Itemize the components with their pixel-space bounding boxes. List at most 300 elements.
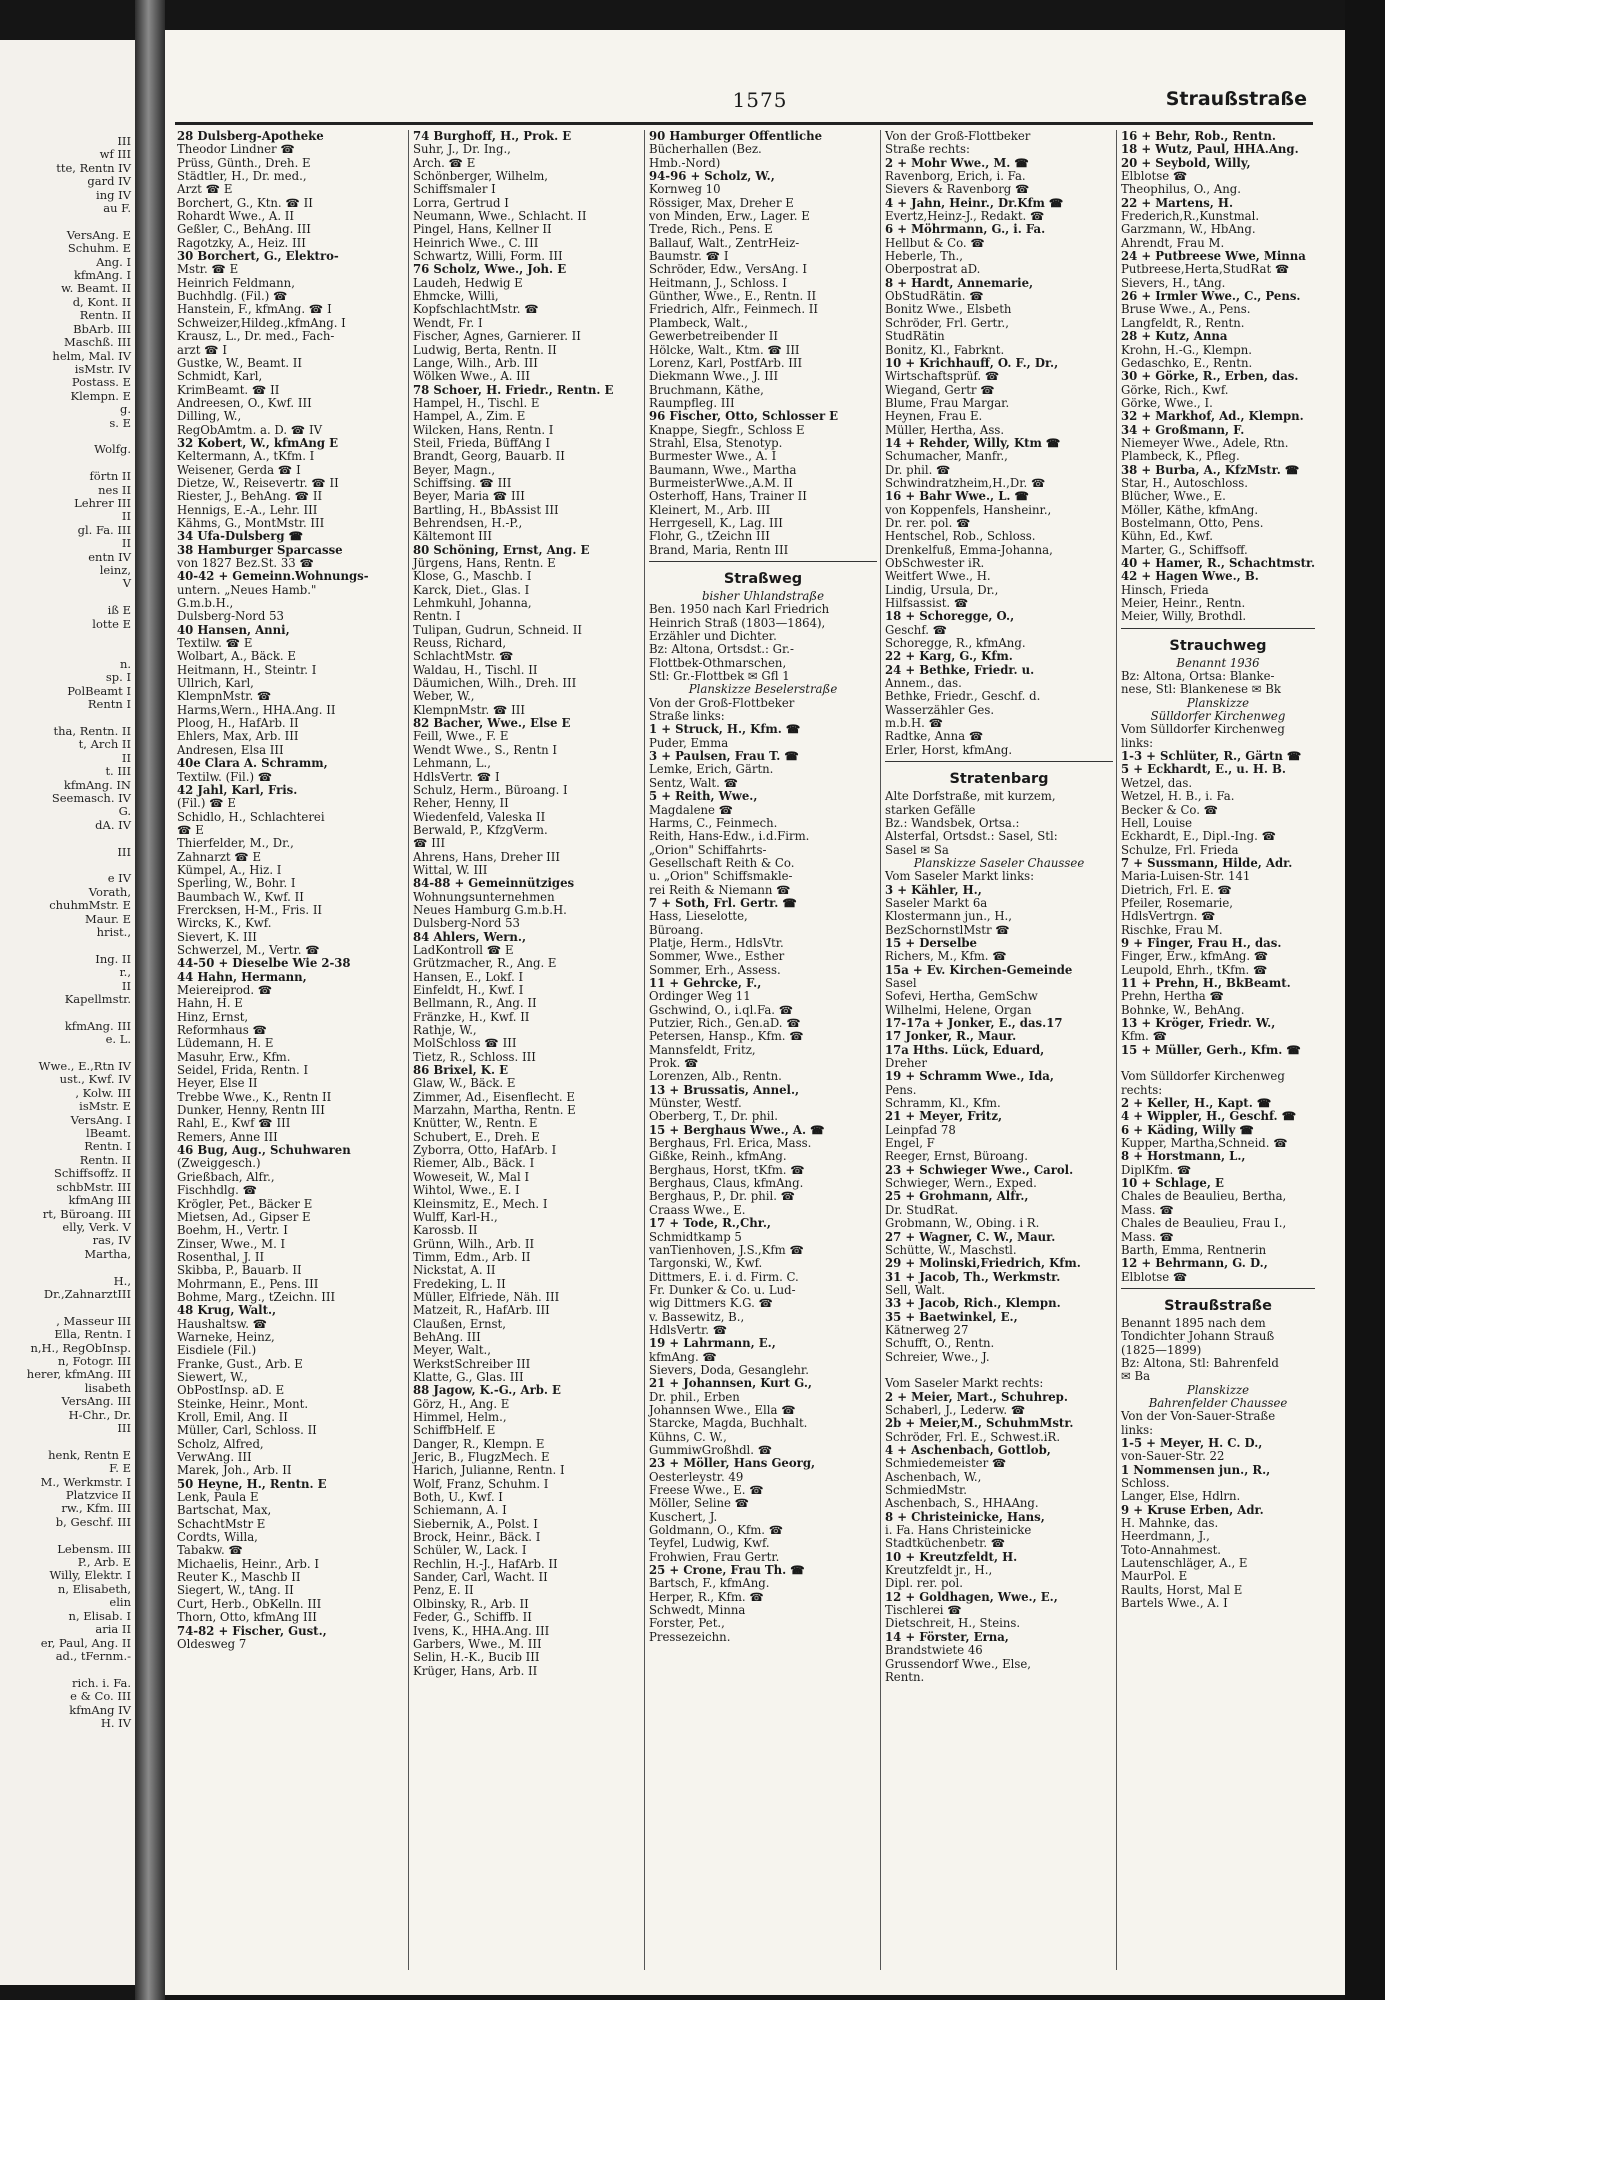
directory-entry: Dietschreit, H., Steins. — [885, 1616, 1021, 1631]
directory-entry: von-Sauer-Str. 22 — [1121, 1449, 1225, 1464]
previous-page-line: Postass. E — [71, 375, 131, 390]
column-divider — [644, 130, 645, 1970]
directory-entry: Kleinert, M., Arb. III — [649, 502, 771, 517]
directory-entry: Ivens, K., HHA.Ang. III — [413, 1623, 550, 1638]
directory-entry: Reher, Henny, II — [413, 796, 509, 811]
previous-page-line: rw., Kfm. III — [61, 1501, 131, 1516]
directory-entry: HdlsVertr. ☎ I — [413, 769, 500, 784]
previous-page-line: H. IV — [100, 1715, 131, 1730]
directory-entry: Grünn, Wilh., Arb. II — [413, 1236, 535, 1251]
directory-entry: Erzähler und Dichter. — [649, 629, 777, 644]
directory-entry: Dr. StudRat. — [885, 1202, 959, 1217]
directory-entry: Nickstat, A. II — [413, 1263, 496, 1278]
previous-page-line: Lehrer III — [74, 495, 131, 510]
directory-entry: Klose, G., Maschb. I — [413, 569, 532, 584]
directory-entry: 2b + Meier,M., SchuhmMstr. — [885, 1416, 1074, 1431]
column-divider — [1116, 130, 1117, 1970]
directory-entry: Schütte, W., Maschstl. — [885, 1242, 1017, 1257]
directory-entry: 1-5 + Meyer, H. C. D., — [1121, 1435, 1263, 1450]
directory-entry: 38 Hamburger Sparcasse — [177, 542, 343, 557]
directory-entry: Fränzke, H., Kwf. II — [413, 1009, 530, 1024]
directory-entry: 26 + Irmler Wwe., C., Pens. — [1121, 289, 1301, 304]
directory-entry: Reuss, Richard, — [413, 636, 507, 651]
directory-entry: G.m.b.H., — [177, 596, 234, 611]
directory-entry: Thierfelder, M., Dr., — [177, 836, 294, 851]
directory-entry: Selin, H.-K., Bucib III — [413, 1650, 540, 1665]
directory-entry: Arch. ☎ E — [413, 155, 476, 170]
directory-entry: Hinsch, Frieda — [1121, 582, 1209, 597]
directory-entry: 17-17a + Jonker, E., das.17 — [885, 1016, 1063, 1030]
directory-entry: MolSchloss ☎ III — [413, 1036, 517, 1051]
directory-entry: BezSchornstlMstr ☎ — [885, 922, 1010, 937]
directory-entry: Boehm, H., Vertr. I — [177, 1223, 288, 1238]
directory-entry: GummiwGroßhdl. ☎ — [649, 1443, 773, 1457]
directory-entry: ObStudRätin. ☎ — [885, 289, 984, 304]
directory-entry: Sommer, Erh., Assess. — [649, 962, 781, 977]
directory-entry: Pressezeichn. — [649, 1629, 731, 1644]
directory-entry: 33 + Jacob, Rich., Klempn. — [885, 1296, 1061, 1311]
directory-entry: Danger, R., Klempn. E — [413, 1436, 545, 1451]
directory-entry: Schönberger, Wilhelm, — [413, 169, 549, 184]
directory-entry: Warneke, Heinz, — [177, 1329, 275, 1344]
previous-page-line: dA. IV — [95, 817, 131, 832]
directory-entry: Zyborra, Otto, HafArb. I — [413, 1143, 557, 1158]
directory-entry: Hansen, E., Lokf. I — [413, 969, 524, 984]
directory-entry: Aschenbach, W., — [885, 1469, 982, 1484]
directory-entry: Baumstr. ☎ I — [649, 249, 729, 264]
directory-entry: 24 + Putbreese Wwe, Minna — [1121, 249, 1306, 264]
previous-page-line: ad., tFernm.- — [55, 1648, 131, 1663]
previous-page-line: schbMstr. III — [56, 1179, 131, 1194]
previous-page-line — [27, 1301, 131, 1314]
directory-entry: Schröder, Edw., VersAng. I — [649, 262, 807, 277]
directory-entry: 9 + Kruse Erben, Adr. — [1121, 1502, 1264, 1517]
street-section-note: Planskizze — [1186, 695, 1250, 710]
previous-page-line: III — [117, 844, 131, 859]
directory-entry: Ullrich, Karl, — [177, 676, 254, 691]
directory-entry: Klatte, G., Glas. III — [413, 1369, 524, 1384]
directory-entry: Weisener, Gerda ☎ I — [177, 462, 301, 477]
directory-entry: 34 Ufa-Dulsberg ☎ — [177, 529, 304, 544]
directory-entry: Geschf. ☎ — [885, 622, 948, 637]
previous-page-line: Willy, Elektr. I — [49, 1568, 131, 1583]
directory-entry: Heinrich Feldmann, — [177, 275, 295, 290]
previous-page-line: n, Elisabeth, — [57, 1581, 131, 1596]
directory-entry: Hanstein, F., kfmAng. ☎ I — [177, 302, 332, 317]
directory-entry: 42 + Hagen Wwe., B. — [1121, 569, 1259, 584]
directory-entry: Heitmann, J., Schloss. I — [649, 275, 787, 290]
directory-entry: Bartels Wwe., A. I — [1121, 1596, 1228, 1611]
previous-page-line: Ella, Rentn. I — [54, 1327, 131, 1342]
directory-entry: Lüdemann, H. E — [177, 1036, 274, 1051]
previous-page-line: förtn II — [89, 469, 131, 484]
directory-entry: Möller, Seline ☎ — [649, 1496, 750, 1511]
directory-entry: Wendt Wwe., S., Rentn I — [413, 742, 558, 757]
directory-entry: Dr. phil., Erben — [649, 1389, 740, 1404]
directory-entry: Grobmann, W., Obing. i R. — [885, 1216, 1040, 1231]
directory-entry: Rentn. — [885, 1669, 925, 1684]
directory-entry: Franke, Gust., Arb. E — [177, 1356, 303, 1371]
directory-entry: Dreher — [885, 1056, 927, 1071]
directory-entry: Meyer, Walt., — [413, 1343, 491, 1358]
previous-page-line: Martha, — [84, 1246, 131, 1261]
previous-page-line: H-Chr., Dr. — [68, 1407, 131, 1422]
directory-entry: 8 + Christeinicke, Hans, — [885, 1509, 1045, 1524]
directory-entry: 40 Hansen, Anni, — [177, 622, 290, 637]
previous-page-line: Lebensm. III — [57, 1541, 131, 1556]
previous-page-line: Maschß. III — [63, 335, 131, 350]
directory-entry: 5 + Reith, Wwe., — [649, 789, 758, 804]
previous-page-line: III — [117, 1421, 131, 1435]
directory-entry: Rechlin, H.-J., HafArb. II — [413, 1556, 558, 1571]
directory-entry: Bellmann, R., Ang. II — [413, 996, 537, 1011]
directory-entry: BurmeisterWwe.,A.M. II — [649, 475, 793, 490]
directory-entry: Berghaus, Frl. Erica, Mass. — [649, 1136, 812, 1151]
street-section-note: Sülldorfer Kirchenweg — [1150, 709, 1286, 724]
directory-entry: Schröder, Frl. E., Schwest.iR. — [885, 1429, 1061, 1444]
previous-page-line: e IV — [107, 871, 131, 886]
previous-page-line — [27, 457, 131, 470]
directory-entry: Borchert, G., Ktn. ☎ II — [177, 195, 313, 210]
directory-entry: Schüler, W., Lack. I — [413, 1543, 527, 1558]
directory-entry: SchiffbHelf. E — [413, 1423, 496, 1438]
directory-entry: ☎ III — [413, 836, 446, 851]
directory-entry: RegObAmtm. a. D. ☎ IV — [177, 422, 323, 437]
previous-page-line — [27, 1435, 131, 1448]
street-section-note: Bahrenfelder Chaussee — [1148, 1395, 1288, 1410]
directory-entry: 28 Dulsberg-Apotheke — [177, 130, 324, 143]
directory-entry: 1 Nommensen jun., R., — [1121, 1462, 1271, 1477]
directory-entry: Pens. — [885, 1082, 917, 1097]
previous-page-fragment — [0, 40, 135, 1985]
directory-entry: ☎ E — [177, 822, 204, 837]
previous-page-line: elin — [109, 1595, 131, 1610]
directory-entry: 7 + Soth, Frl. Gertr. ☎ — [649, 895, 797, 910]
directory-entry: Chales de Beaulieu, Bertha, — [1121, 1189, 1287, 1204]
directory-entry: Gedaschko, E., Rentn. — [1121, 355, 1253, 370]
directory-entry: WerkstSchreiber III — [413, 1356, 531, 1371]
directory-entry: Wasserzähler Ges. — [885, 702, 995, 717]
directory-entry: nese, Stl: Blankenese ✉ Bk — [1121, 682, 1281, 697]
directory-entry: Meiereiprod. ☎ — [177, 983, 273, 997]
directory-entry: Wiegand, Gertr ☎ — [885, 382, 995, 397]
previous-page-line: herer, kfmAng. III — [26, 1367, 131, 1382]
directory-entry: 3 + Kähler, H., — [885, 882, 982, 897]
previous-page-line: wf III — [99, 147, 131, 162]
directory-entry: 40 + Hamer, R., Schachtmstr. — [1121, 556, 1315, 570]
directory-entry: Stl: Gr.-Flottbek ✉ Gfl 1 — [649, 669, 790, 684]
directory-entry: Glaw, W., Bäck. E — [413, 1076, 516, 1091]
directory-entry: Krüger, Hans, Arb. II — [413, 1663, 538, 1678]
previous-page-line: t, Arch II — [78, 737, 131, 752]
previous-page-line: au F. — [103, 201, 131, 216]
directory-entry: kfmAng. ☎ — [649, 1349, 717, 1364]
directory-entry: Heinrich Straß (1803—1864), — [649, 615, 826, 630]
previous-page-line: gard IV — [87, 174, 131, 189]
directory-entry: Schumacher, Manfr., — [885, 449, 1008, 464]
directory-entry: 2 + Keller, H., Kapt. ☎ — [1121, 1096, 1272, 1111]
directory-entry: Star, H., Autoschloss. — [1121, 475, 1248, 490]
directory-entry: Alte Dorfstraße, mit kurzem, — [885, 789, 1056, 804]
directory-entry: Ben. 1950 nach Karl Friedrich — [649, 602, 830, 617]
directory-entry: Mass. ☎ — [1121, 1202, 1174, 1217]
directory-entry: Ordinger Weg 11 — [649, 989, 751, 1004]
directory-entry: Knappe, Siegfr., Schloss E — [649, 422, 805, 437]
directory-entry: Eckhardt, E., Dipl.-Ing. ☎ — [1121, 829, 1277, 844]
previous-page-line: F. E — [109, 1461, 131, 1476]
directory-entry: Hass, Lieselotte, — [649, 909, 748, 924]
directory-entry: Dulsberg-Nord 53 — [177, 609, 284, 624]
directory-entry: Görke, Wwe., I. — [1121, 395, 1213, 410]
directory-entry: Toto-Annahmest. — [1121, 1542, 1222, 1557]
directory-entry: Flottbek-Othmarschen, — [649, 655, 787, 670]
directory-entry: 22 + Karg, G., Kfm. — [885, 649, 1013, 664]
directory-entry: i. Fa. Hans Christeinicke — [885, 1523, 1032, 1538]
directory-entry: Mietsen, Ad., Gipser E — [177, 1209, 311, 1224]
directory-entry: Kühn, Ed., Kwf. — [1121, 529, 1214, 544]
previous-page-line: Ang. I — [96, 254, 131, 269]
directory-entry: VerwAng. III — [177, 1450, 252, 1465]
previous-page-line: H., — [113, 1273, 131, 1288]
previous-page-line: sp. I — [105, 670, 131, 685]
directory-entry: Sasel — [885, 975, 917, 990]
directory-entry: Bonitz Wwe., Elsbeth — [885, 302, 1012, 317]
directory-entry: Hinz, Ernst, — [177, 1009, 249, 1024]
directory-entry: Bz: Altona, Ortsa: Blanke- — [1121, 669, 1275, 684]
directory-entry: 90 Hamburger Öffentliche — [649, 130, 823, 143]
directory-entry: KlempnMstr. ☎ — [177, 689, 272, 704]
previous-page-line — [27, 631, 131, 644]
previous-page-line: nes II — [98, 482, 131, 497]
column-divider — [408, 130, 409, 1970]
directory-entry: Brandstwiete 46 — [885, 1643, 983, 1658]
directory-entry: Marter, G., Schiffsoff. — [1121, 542, 1248, 557]
previous-page-line: n,H., RegObInsp. — [30, 1340, 131, 1355]
directory-entry: Schröder, Frl. Gertr., — [885, 315, 1009, 330]
directory-entry: Becker & Co. ☎ — [1121, 802, 1219, 817]
directory-entry: 5 + Eckhardt, E., u. H. B. — [1121, 762, 1287, 777]
previous-page-line: kfmAng. IN — [63, 777, 131, 792]
directory-entry: Raumpfleg. III — [649, 395, 735, 410]
directory-entry: Riester, J., BehAng. ☎ II — [177, 489, 323, 504]
directory-entry: Wilcken, Hans, Rentn. I — [413, 422, 554, 437]
directory-entry: Fredeking, L. II — [413, 1276, 506, 1291]
section-rule — [649, 561, 877, 562]
directory-entry: Friedrich, Alfr., Feinmech. II — [649, 302, 818, 317]
directory-entry: 31 + Jacob, Th., Werkmstr. — [885, 1269, 1061, 1284]
directory-entry: Theophilus, O., Ang. — [1121, 182, 1241, 197]
directory-entry: Wiedenfeld, Valeska II — [413, 809, 546, 824]
previous-page-line: e & Co. III — [70, 1689, 131, 1704]
directory-entry: 11 + Gehrcke, F., — [649, 975, 762, 990]
directory-entry: Schubert, E., Dreh. E — [413, 1129, 540, 1144]
street-section-heading: Straßweg — [723, 571, 803, 587]
previous-page-line: aria II — [95, 1622, 131, 1637]
directory-entry: Lehmann, L., — [413, 756, 491, 771]
previous-page-line — [27, 711, 131, 724]
directory-entry: Alsterfal, Ortsdst.: Sasel, Stl: — [885, 829, 1058, 844]
directory-entry: Raults, Horst, Mal E — [1121, 1582, 1243, 1597]
directory-entry: Rahl, E., Kwf ☎ III — [177, 1116, 291, 1131]
directory-entry: Fischer, Agnes, Garnierer. II — [413, 329, 581, 344]
directory-entry: 17 Jonker, R., Maur. — [885, 1029, 1017, 1044]
directory-entry: Freese Wwe., E. ☎ — [649, 1483, 764, 1498]
directory-entry: Lehmkuhl, Johanna, — [413, 596, 532, 611]
directory-entry: Berghaus, Claus, kfmAng. — [649, 1176, 804, 1191]
directory-entry: 80 Schöning, Ernst, Ang. E — [413, 542, 590, 557]
directory-entry: Schaberl, J., Lederw. ☎ — [885, 1402, 1026, 1417]
page-number: 1575 — [732, 88, 788, 112]
previous-page-line: helm, Mal. IV — [52, 348, 131, 363]
directory-entry: Schwedt, Minna — [649, 1603, 746, 1618]
directory-entry: Gewerbetreibender II — [649, 329, 778, 344]
directory-entry: Kähms, G., MontMstr. III — [177, 515, 325, 530]
directory-entry: Craass Wwe., E. — [649, 1202, 746, 1217]
directory-entry: SchmiedMstr. — [885, 1483, 967, 1498]
directory-entry: Platje, Herm., HdlsVtr. — [649, 935, 784, 950]
previous-page-line: Klempn. E — [70, 388, 131, 403]
previous-page-line: Rentn I — [87, 697, 131, 712]
directory-entry: Textilw. (Fil.) ☎ — [177, 769, 273, 784]
directory-entry: Hahn, H. E — [177, 996, 243, 1011]
directory-entry: Fr. Dunker & Co. u. Lud- — [649, 1282, 796, 1297]
directory-entry: Teyfel, Ludwig, Kwf. — [649, 1536, 770, 1551]
directory-entry: 16 + Behr, Rob., Rentn. — [1121, 130, 1276, 143]
directory-entry: 34 + Großmann, F. — [1121, 422, 1245, 437]
directory-entry: Dietze, W., Reisevertr. ☎ II — [177, 475, 339, 490]
directory-entry: Rentn. I — [413, 609, 461, 624]
directory-entry: Barth, Emma, Rentnerin — [1121, 1242, 1267, 1257]
directory-entry: Wohnungsunternehmen — [413, 889, 555, 904]
directory-entry: Hölcke, Walt., Ktm. ☎ III — [649, 342, 800, 357]
directory-entry: Haushaltsw. ☎ — [177, 1316, 268, 1331]
directory-entry: Schreier, Wwe., J. — [885, 1349, 990, 1364]
previous-page-line: leinz, — [99, 563, 131, 577]
directory-entry: Olbinsky, R., Arb. II — [413, 1596, 529, 1611]
directory-entry: Wilhelmi, Helene, Organ — [885, 1002, 1032, 1017]
directory-entry: Wölken Wwe., A. III — [413, 369, 531, 384]
directory-entry: Wihtol, Wwe., E. I — [413, 1183, 520, 1198]
directory-entry: 19 + Lahrmann, E., — [649, 1336, 776, 1351]
directory-entry: Ehlers, Max, Arb. III — [177, 729, 299, 744]
directory-entry: Rössiger, Max, Dreher E — [649, 195, 794, 210]
previous-page-line: Rentn. II — [79, 1152, 131, 1167]
directory-entry: ObPostInsp. aD. E — [177, 1383, 285, 1398]
directory-entry: 12 + Goldhagen, Wwe., E., — [885, 1589, 1058, 1604]
directory-entry: Bartsch, F., kfmAng. — [649, 1576, 770, 1591]
previous-page-line: r., — [119, 965, 131, 980]
directory-entry: 10 + Krichhauff, O. F., Dr., — [885, 355, 1059, 370]
directory-entry: Putzier, Rich., Gen.aD. ☎ — [649, 1016, 801, 1030]
previous-page-line: er, Paul, Ang. II — [40, 1635, 131, 1650]
directory-entry: Mass. ☎ — [1121, 1229, 1174, 1244]
directory-entry: Bruse Wwe., A., Pens. — [1121, 302, 1251, 317]
directory-entry: 44-50 + Dieselbe Wie 2-38 — [177, 956, 351, 971]
directory-entry: Lenk, Paula E — [177, 1490, 259, 1505]
directory-entry: Oesterleystr. 49 — [649, 1469, 744, 1484]
previous-page-line: Ing. II — [95, 951, 131, 966]
directory-entry: 4 + Wippler, H., Geschf. ☎ — [1121, 1109, 1297, 1124]
previous-page-line: d, Kont. II — [72, 294, 131, 309]
previous-page-line: Rentn. I — [84, 1139, 131, 1154]
directory-entry: 42 Jahl, Karl, Fris. — [177, 782, 298, 797]
directory-entry: Dietrich, Frl. E. ☎ — [1121, 882, 1232, 897]
directory-entry: 7 + Sussmann, Hilde, Adr. — [1121, 855, 1293, 870]
directory-entry: 40-42 + Gemeinn.Wohnungs- — [177, 569, 369, 584]
directory-entry: Schmiedemeister ☎ — [885, 1456, 1007, 1471]
directory-entry: Schidlo, H., Schlachterei — [177, 809, 325, 824]
previous-page-line: ust., Kwf. IV — [59, 1072, 131, 1087]
directory-entry: Leinpfad 78 — [885, 1122, 956, 1137]
directory-column-1 — [175, 130, 405, 1980]
street-section-note: bisher Uhlandstraße — [701, 589, 825, 603]
previous-page-line: isMstr. E — [79, 1099, 131, 1114]
directory-entry: Heerdmann, J., — [1121, 1529, 1210, 1544]
directory-entry: Schiemann, A. I — [413, 1503, 507, 1518]
previous-page-line: rt, Büroang. III — [42, 1206, 131, 1221]
directory-entry: Both, U., Kwf. I — [413, 1490, 503, 1505]
directory-entry: Trede, Rich., Pens. E — [649, 222, 773, 237]
directory-entry: Rathje, W., — [413, 1023, 477, 1038]
previous-page-line: Schuhm. E — [67, 241, 131, 256]
previous-page-line: hrist., — [96, 924, 131, 939]
directory-entry: Annem., das. — [885, 676, 962, 691]
book-gutter — [135, 0, 165, 2000]
directory-entry: Hampel, H., Tischl. E — [413, 395, 540, 410]
directory-entry: Behrendsen, H.-P., — [413, 515, 523, 530]
directory-entry: Tondichter Johann Strauß — [1121, 1329, 1275, 1344]
directory-entry: Münster, Westf. — [649, 1096, 742, 1111]
previous-page-line: g. — [119, 402, 131, 417]
directory-entry: Tischlerei ☎ — [885, 1603, 962, 1618]
directory-entry: Weitfert Wwe., H. — [885, 569, 991, 584]
directory-entry: Penz, E. II — [413, 1583, 474, 1598]
directory-entry: Lorenzen, Alb., Rentn. — [649, 1069, 782, 1084]
directory-entry: Günther, Wwe., E., Rentn. II — [649, 289, 817, 304]
previous-page-line — [27, 1663, 131, 1676]
previous-page-line — [27, 1047, 131, 1060]
previous-page-line: Kapellmstr. — [64, 992, 131, 1006]
directory-entry: Schweizer,Hildeg.,kfmAng. I — [177, 315, 346, 330]
directory-entry: Siebernik, A., Polst. I — [413, 1516, 538, 1531]
directory-entry: Sentz, Walt. ☎ — [649, 775, 739, 790]
directory-entry: 1-3 + Schlüter, R., Gärtn ☎ — [1121, 749, 1302, 764]
directory-entry: Magdalene ☎ — [649, 802, 734, 817]
previous-page-line — [27, 644, 131, 657]
directory-entry: Wircks, K., Kwf. — [177, 916, 272, 931]
directory-entry: Herrgesell, K., Lag. III — [649, 515, 783, 530]
directory-entry: 76 Scholz, Wwe., Joh. E — [413, 262, 567, 277]
directory-entry: 6 + Möhrmann, G., i. Fa. — [885, 222, 1046, 237]
directory-entry: 11 + Prehn, H., BkBeamt. — [1121, 975, 1291, 990]
previous-page-line — [27, 1006, 131, 1019]
directory-entry: Forster, Pet., — [649, 1616, 725, 1631]
directory-entry: Sander, Carl, Wacht. II — [413, 1570, 548, 1585]
directory-entry: Pingel, Hans, Kellner II — [413, 222, 552, 237]
directory-entry: Langfeldt, R., Rentn. — [1121, 315, 1245, 330]
directory-entry: Wendt, Fr. I — [413, 315, 483, 330]
directory-entry: Gustke, W., Beamt. II — [177, 355, 303, 370]
directory-entry: Diekmann Wwe., J. III — [649, 369, 779, 384]
directory-entry: Oberpostrat aD. — [885, 262, 981, 277]
previous-page-line: iß E — [107, 603, 131, 618]
directory-entry: 25 + Crone, Frau Th. ☎ — [649, 1563, 805, 1578]
previous-page-line: ing IV — [96, 187, 131, 202]
directory-entry: 17a Hths. Lück, Eduard, — [885, 1042, 1045, 1057]
directory-entry: Wetzel, H. B., i. Fa. — [1121, 789, 1235, 804]
directory-entry: Schmidtkamp 5 — [649, 1229, 742, 1244]
directory-entry: Arzt ☎ E — [177, 182, 233, 197]
